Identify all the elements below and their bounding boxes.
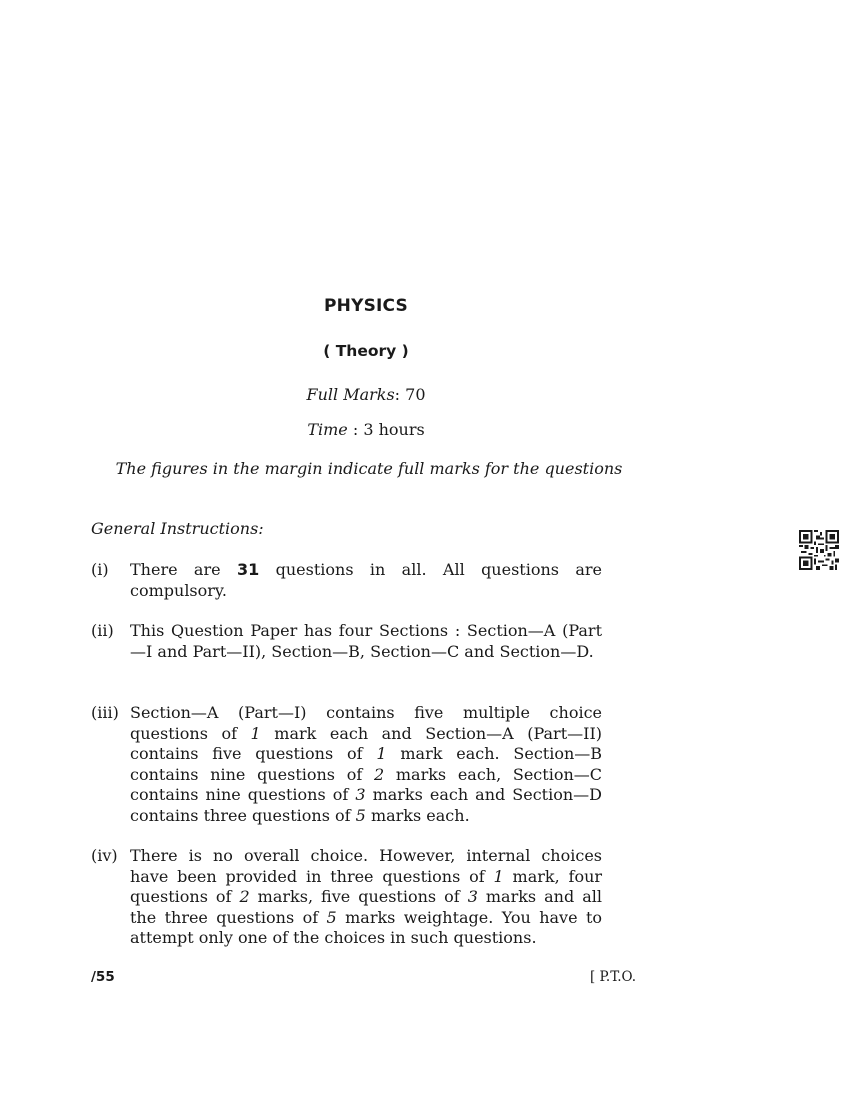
qr-code-icon (799, 530, 839, 570)
instruction-text: Section—A (Part—I) contains five multiple choice questions of 1 mark each and Section—A (Part—II) contains five questions of 1 mark each. Section—B contains nine questions of 2 marks each, Section—C contains nine questions of 3 marks each and Section—D contains three questions of 5 marks each. (130, 703, 603, 825)
time-label: Time (307, 420, 348, 439)
time-line (0, 420, 732, 439)
instruction-item (91, 621, 602, 662)
instruction-text: There is no overall choice. However, internal choices have been provided in three questions of 1 mark, four questions of 2 marks, five questions of 3 marks and all the three questions of 5 marks weightage. You have to attempt only one of the choices in such questions. (130, 846, 603, 947)
question-count: 31 (236, 560, 260, 579)
instruction-number: (iii) (91, 703, 119, 722)
instruction-text: This Question Paper has four Sections : Section—A (Part—I and Part—II), Section—B, Section—C and Section—D. (130, 621, 602, 661)
pto-marker: [ P.T.O. (590, 969, 637, 985)
page-subtitle: ( Theory ) (323, 342, 409, 360)
instruction-number: (ii) (91, 621, 114, 640)
instruction-text: There are 31 questions in all. All questions are compulsory. (130, 560, 603, 600)
paper-code: /55 (91, 969, 115, 985)
full-marks-line (0, 385, 732, 404)
instruction-item (91, 560, 602, 601)
general-instructions-heading (91, 519, 264, 538)
page-title: PHYSICS (323, 296, 408, 316)
general-instructions-colon: : (258, 519, 264, 538)
time-value: : 3 hours (352, 420, 425, 439)
instruction-number: (iv) (91, 846, 118, 865)
instruction-item (91, 846, 602, 949)
full-marks-value: : 70 (394, 385, 426, 404)
full-marks-label: Full Marks (306, 385, 395, 404)
general-instructions-label: General Instructions (91, 519, 259, 538)
instruction-number: (i) (91, 560, 109, 579)
instruction-item (91, 703, 602, 826)
margin-note: The figures in the margin indicate full marks for the questions (115, 459, 623, 478)
